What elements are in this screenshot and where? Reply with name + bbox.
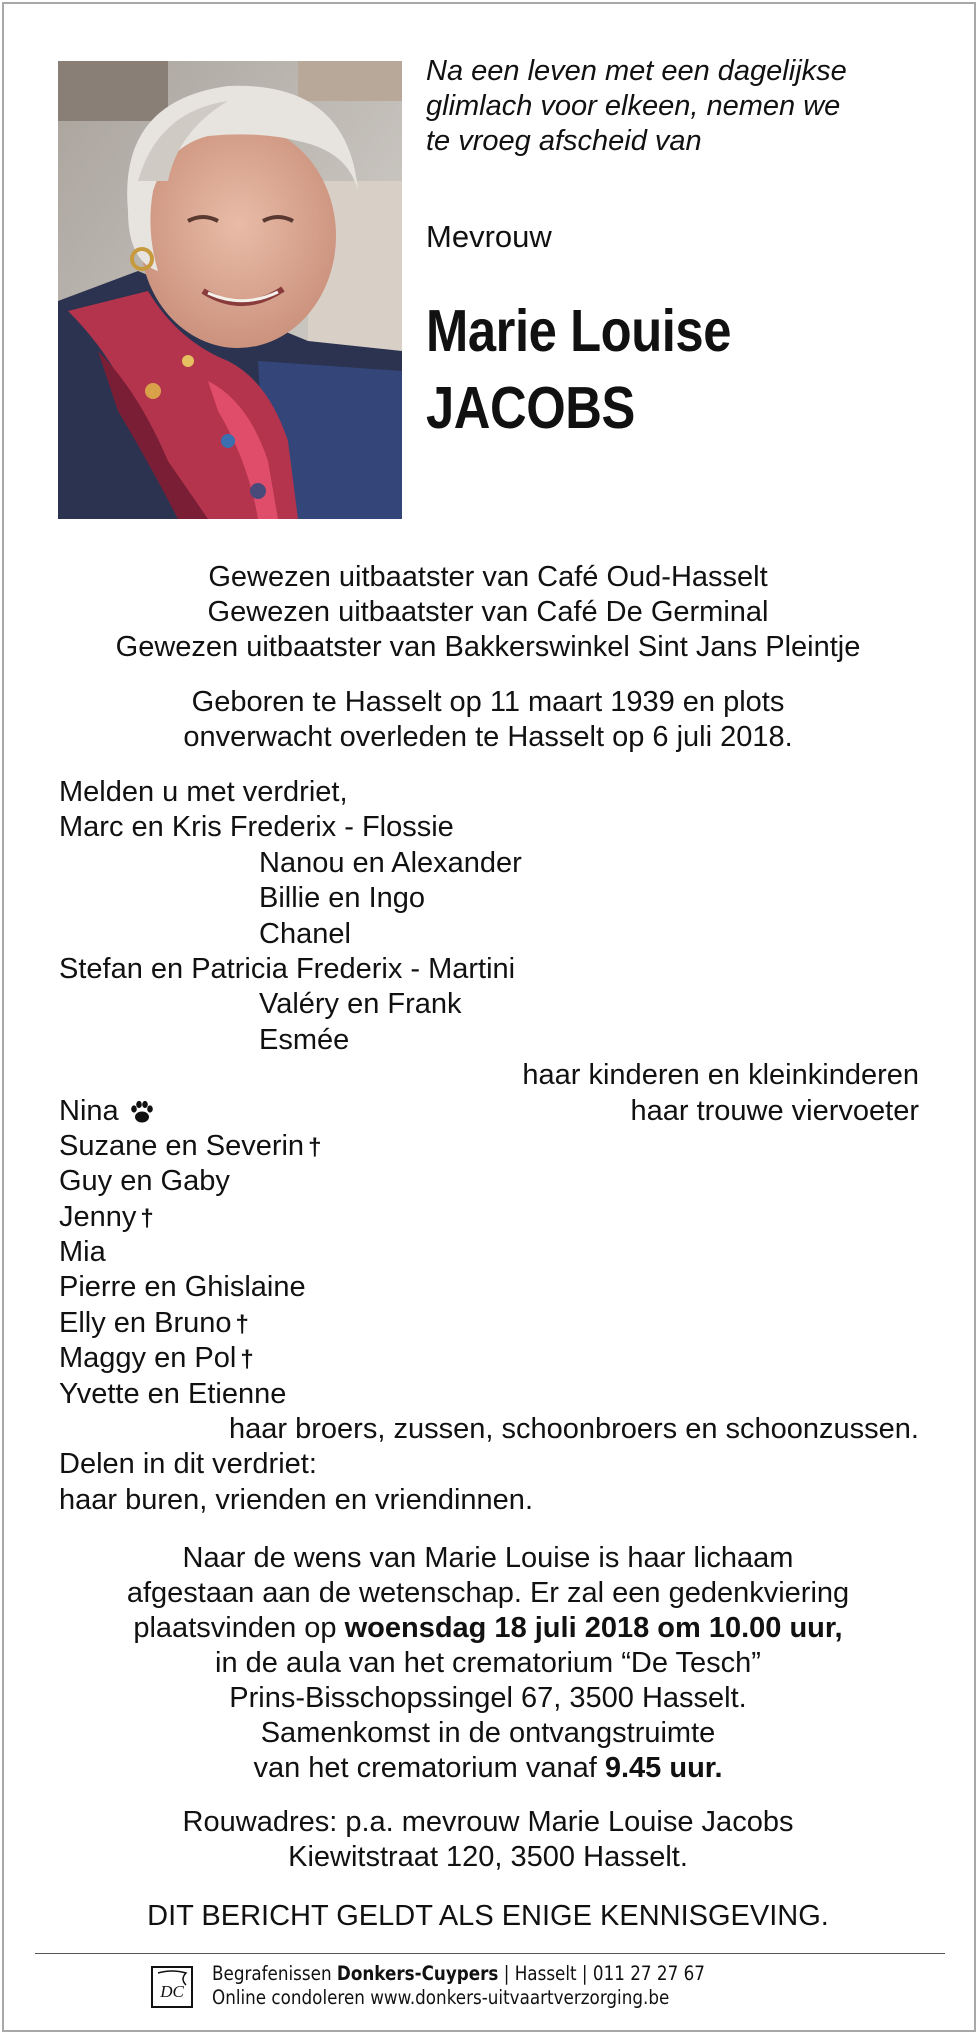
ceremony-line: afgestaan aan de wetenschap. Er zal een gedenkviering <box>126 1577 850 1609</box>
career-line: Gewezen uitbaatster van Café Oud-Hasselt <box>208 561 768 593</box>
opening-line: Melden u met verdriet, <box>59 776 348 808</box>
list-item <box>59 1129 919 1164</box>
funeral-home-name: Donkers-Cuypers <box>336 1962 499 1985</box>
ceremony-line: Prins-Bisschopssingel 67, 3500 Hasselt. <box>229 1682 747 1714</box>
logo-letters: DC <box>160 1982 184 2001</box>
ceremony-line: Naar de wens van Marie Louise is haar lichaam <box>182 1542 794 1574</box>
children-caption: haar kinderen en kleinkinderen <box>522 1059 919 1092</box>
career-block <box>58 560 918 665</box>
intro-line: Na een leven met een dagelijkse <box>426 55 847 87</box>
sibling-name: Maggy en Pol <box>59 1342 237 1375</box>
address-line: Rouwadres: p.a. mevrouw Marie Louise Jacobs <box>182 1806 794 1838</box>
pet-name: Nina <box>59 1094 119 1127</box>
last-name: JACOBS <box>426 375 635 441</box>
mourners-list <box>59 775 919 1518</box>
ceremony-time: 9.45 uur. <box>604 1752 723 1784</box>
list-item <box>59 1270 919 1305</box>
footer-line <box>212 1962 705 1986</box>
list-item <box>59 881 919 916</box>
address-block <box>58 1805 918 1875</box>
ceremony-text: van het crematorium vanaf <box>253 1752 605 1784</box>
portrait-photo <box>58 61 402 519</box>
cross-icon: † <box>240 1346 254 1374</box>
sibling-name: Guy en Gaby <box>59 1165 230 1198</box>
ceremony-line: Samenkomst in de ontvangstruimte <box>260 1717 716 1749</box>
list-item <box>59 987 919 1022</box>
pet-line <box>59 1094 155 1129</box>
notice-line: DIT BERICHT GELDT ALS ENIGE KENNISGEVING. <box>147 1900 829 1932</box>
grandchild-line: Esmée <box>259 1023 350 1056</box>
intro-text <box>426 54 946 159</box>
cross-icon: † <box>140 1204 154 1232</box>
salutation: Mevrouw <box>426 219 552 254</box>
footer <box>150 1962 830 2014</box>
sibling-name: Yvette en Etienne <box>59 1377 287 1410</box>
siblings-caption: haar broers, zussen, schoonbroers en schoonzussen. <box>229 1413 919 1446</box>
ceremony-line: in de aula van het crematorium “De Tesch” <box>215 1647 761 1679</box>
grandchild-line: Valéry en Frank <box>259 988 462 1021</box>
grandchild-line: Chanel <box>259 917 351 950</box>
list-item <box>59 1412 919 1447</box>
list-item <box>59 846 919 881</box>
ceremony-line <box>58 1751 918 1786</box>
grandchild-line: Nanou en Alexander <box>259 846 522 879</box>
list-item <box>59 1023 919 1058</box>
address-line: Kiewitstraat 120, 3500 Hasselt. <box>288 1841 688 1873</box>
cross-icon: † <box>308 1133 322 1161</box>
sibling-name: Pierre en Ghislaine <box>59 1271 306 1304</box>
family-line: Stefan en Patricia Frederix - Martini <box>59 952 516 985</box>
portrait-illustration <box>58 61 402 519</box>
sibling-name: Mia <box>59 1236 106 1269</box>
born-line: Geboren te Hasselt op 11 maart 1939 en plots <box>191 686 785 718</box>
share-line: Delen in dit verdriet: <box>59 1448 317 1481</box>
ceremony-line <box>58 1611 918 1646</box>
ceremony-text: plaatsvinden op <box>133 1612 345 1644</box>
neighbours-line: haar buren, vrienden en vriendinnen. <box>59 1483 533 1516</box>
born-line: onverwacht overleden te Hasselt op 6 juli 2018. <box>183 721 793 753</box>
sibling-name: Elly en Bruno <box>59 1306 232 1339</box>
career-line: Gewezen uitbaatster van Café De Germinal <box>207 596 769 628</box>
first-name: Marie Louise <box>426 298 732 364</box>
ceremony-block <box>58 1541 918 1786</box>
list-item <box>59 1235 919 1270</box>
list-item <box>59 775 919 810</box>
intro-line: glimlach voor elkeen, nemen we <box>426 90 841 122</box>
footer-divider <box>35 1953 945 1954</box>
grandchild-line: Billie en Ingo <box>259 882 426 915</box>
list-item <box>59 1341 919 1376</box>
list-item <box>59 1200 919 1235</box>
cross-icon: † <box>235 1310 249 1338</box>
career-line: Gewezen uitbaatster van Bakkerswinkel Sint Jans Pleintje <box>115 631 861 663</box>
sibling-name: Suzane en Severin <box>59 1129 305 1162</box>
deceased-name <box>426 293 731 447</box>
paw-icon <box>129 1100 155 1124</box>
list-item <box>59 1058 919 1093</box>
footer-contact: | Hasselt | 011 27 27 67 <box>498 1962 705 1985</box>
list-item <box>59 1377 919 1412</box>
pet-caption: haar trouwe viervoeter <box>630 1094 919 1127</box>
list-item <box>59 1483 919 1518</box>
online-condolences: Online condoleren www.donkers-uitvaartverzorging.be <box>212 1986 670 2009</box>
footer-label: Begrafenissen <box>212 1962 337 1985</box>
list-item <box>59 1306 919 1341</box>
sibling-name: Jenny <box>59 1200 137 1233</box>
list-item <box>59 810 919 845</box>
list-item <box>59 1447 919 1482</box>
list-item <box>59 1094 919 1129</box>
intro-line: te vroeg afscheid van <box>426 125 702 157</box>
list-item <box>59 1164 919 1199</box>
list-item <box>59 917 919 952</box>
birth-death-block <box>58 685 918 755</box>
ceremony-date: woensdag 18 juli 2018 om 10.00 uur, <box>344 1612 843 1644</box>
list-item <box>59 952 919 987</box>
funeral-home-logo-icon <box>150 1965 194 2009</box>
footer-text <box>212 1962 705 2010</box>
family-line: Marc en Kris Frederix - Flossie <box>59 811 454 844</box>
